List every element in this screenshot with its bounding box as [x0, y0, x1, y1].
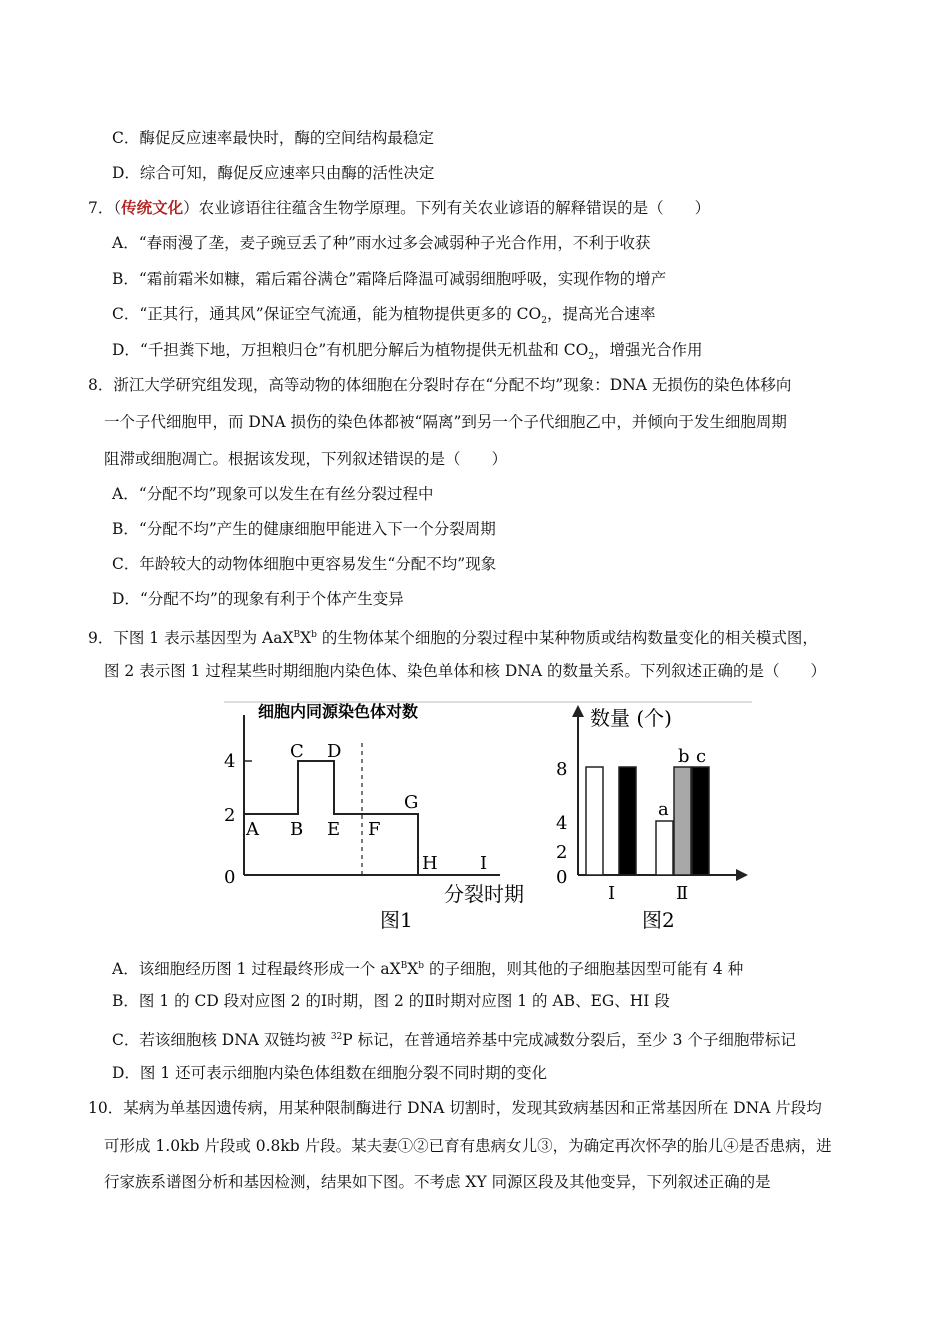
fig1-point-d: D: [327, 741, 342, 762]
fig2-series-a-label: a: [658, 799, 669, 820]
q7-stem-text: 农业谚语往往蕴含生物学原理。下列有关农业谚语的解释错误的是（ ）: [198, 199, 711, 217]
q8-option-b: B．“分配不均”产生的健康细胞甲能进入下一个分裂周期: [112, 520, 496, 538]
fig1-point-i: I: [480, 853, 488, 874]
q6-option-d: D．综合可知，酶促反应速率只由酶的活性决定: [112, 164, 435, 182]
fig1-point-b: B: [290, 819, 304, 840]
fig1-xlabel: 分裂时期: [444, 882, 524, 906]
q10-stem-line2: 可形成 1.0kb 片段或 0.8kb 片段。某夫妻①②已育有患病女儿③，为确定再次怀孕的胎儿④是否患病，进: [104, 1137, 832, 1155]
fig2-ylabel: 数量 (个): [590, 706, 672, 730]
fig2-ytick-8: 8: [556, 759, 568, 780]
q7-number: 7．: [88, 199, 114, 217]
fig2-x-arrow: [736, 869, 748, 881]
fig2-bar-a-1: [586, 767, 603, 875]
fig1-ytick-4: 4: [224, 751, 236, 772]
fig2-ytick-4: 4: [556, 813, 568, 834]
fig1-point-c: C: [290, 741, 304, 762]
q7-option-c: C．“正其行，通其风”保证空气流通，能为植物提供更多的 $CO_2$，提高光合速率: [112, 305, 656, 327]
q9-option-d: D．图 1 还可表示细胞内染色体组数在细胞分裂不同时期的变化: [112, 1064, 548, 1082]
q8-stem-line3: 阻滞或细胞凋亡。根据该发现，下列叙述错误的是（ ）: [104, 450, 508, 468]
q9-option-a: A．该细胞经历图 1 过程最终形成一个 $aX^BX^b$ 的子细胞，则其他的子细胞基因型可能有 4 种: [112, 960, 744, 979]
q10-stem-line3: 行家族系谱图分析和基因检测，结果如下图。不考虑 XY 同源区段及其他变异，下列叙述正确的是: [104, 1173, 771, 1191]
figure-1: [224, 702, 752, 932]
q7-option-b: B．“霜前霜米如糠，霜后霜谷满仓”霜降后降温可减弱细胞呼吸，实现作物的增产: [112, 270, 667, 288]
fig2-group-1: Ⅰ: [608, 883, 616, 904]
fig1-ytick-0: 0: [224, 867, 236, 888]
fig2-group-2: Ⅱ: [676, 883, 689, 904]
q10-stem-line1: 10．某病为单基因遗传病，用某种限制酶进行 DNA 切割时，发现其致病基因和正常基因所在 DNA 片段均: [88, 1099, 822, 1117]
q6-option-c: C．酶促反应速率最快时，酶的空间结构最稳定: [112, 129, 434, 147]
fig1-point-e: E: [327, 819, 341, 840]
q7-option-a: A．“春雨漫了垄，麦子豌豆丢了种”雨水过多会减弱种子光合作用，不利于收获: [112, 234, 651, 252]
q8-option-c: C．年龄较大的动物体细胞中更容易发生“分配不均”现象: [112, 555, 497, 573]
fig2-series-b-label: b: [678, 746, 690, 767]
fig1-point-g: G: [404, 792, 419, 813]
fig1-point-h: H: [422, 853, 438, 874]
fig2-bar-b-2: [674, 767, 691, 875]
fig1-ylabel: 细胞内同源染色体对数: [258, 702, 419, 721]
fig2-bar-c-1: [619, 767, 636, 875]
fig1-step-line: [244, 761, 418, 875]
fig2-bar-c-2: [692, 767, 709, 875]
q9-figures: [200, 695, 780, 945]
q7-stem: 7．（传统文化）农业谚语往往蕴含生物学原理。下列有关农业谚语的解释错误的是（ ）: [88, 198, 711, 217]
fig1-ytick-2: 2: [224, 805, 236, 826]
q9-option-c: C．若该细胞核 DNA 双链均被 $^{32}$P 标记，在普通培养基中完成减数分裂后，至少 3 个子细胞带标记: [112, 1031, 796, 1050]
q8-stem-line2: 一个子代细胞甲，而 DNA 损伤的染色体都被“隔离”到另一个子代细胞乙中，并倾向于发生细胞周期: [104, 413, 787, 431]
fig2-bars: [586, 767, 709, 875]
q7-category-tag: 传统文化: [121, 198, 184, 217]
q9-option-b: B．图 1 的 CD 段对应图 2 的Ⅰ时期，图 2 的Ⅱ时期对应图 1 的 AB、EG、HI 段: [112, 992, 670, 1010]
fig1-caption: 图1: [380, 908, 413, 932]
q9-stem-line1: 9．下图 1 表示基因型为 $AaX^BX^b$ 的生物体某个细胞的分裂过程中某种物质或结构数量变化的相关模式图，: [88, 629, 818, 648]
fig1-point-a: A: [246, 819, 259, 840]
fig2-y-arrow: [572, 705, 584, 717]
q8-option-d: D．“分配不均”的现象有利于个体产生变异: [112, 590, 404, 608]
figure-2: [556, 705, 748, 932]
q8-stem-line1: 8．浙江大学研究组发现，高等动物的体细胞在分裂时存在“分配不均”现象：DNA 无损伤的染色体移向: [88, 376, 792, 394]
fig2-ytick-0: 0: [556, 867, 568, 888]
fig1-point-f: F: [368, 819, 381, 840]
q9-stem-line2: 图 2 表示图 1 过程某些时期细胞内染色体、染色单体和核 DNA 的数量关系。下列叙述正确的是（ ）: [104, 662, 826, 680]
fig2-series-c-label: c: [696, 746, 707, 767]
fig2-ytick-2: 2: [556, 842, 568, 863]
fig2-caption: 图2: [642, 908, 675, 932]
q8-option-a: A．“分配不均”现象可以发生在有丝分裂过程中: [112, 485, 434, 503]
q7-option-d: D．“千担粪下地，万担粮归仓”有机肥分解后为植物提供无机盐和 $CO_2$，增强光合作用: [112, 341, 703, 363]
fig2-bar-a-2: [656, 821, 673, 875]
